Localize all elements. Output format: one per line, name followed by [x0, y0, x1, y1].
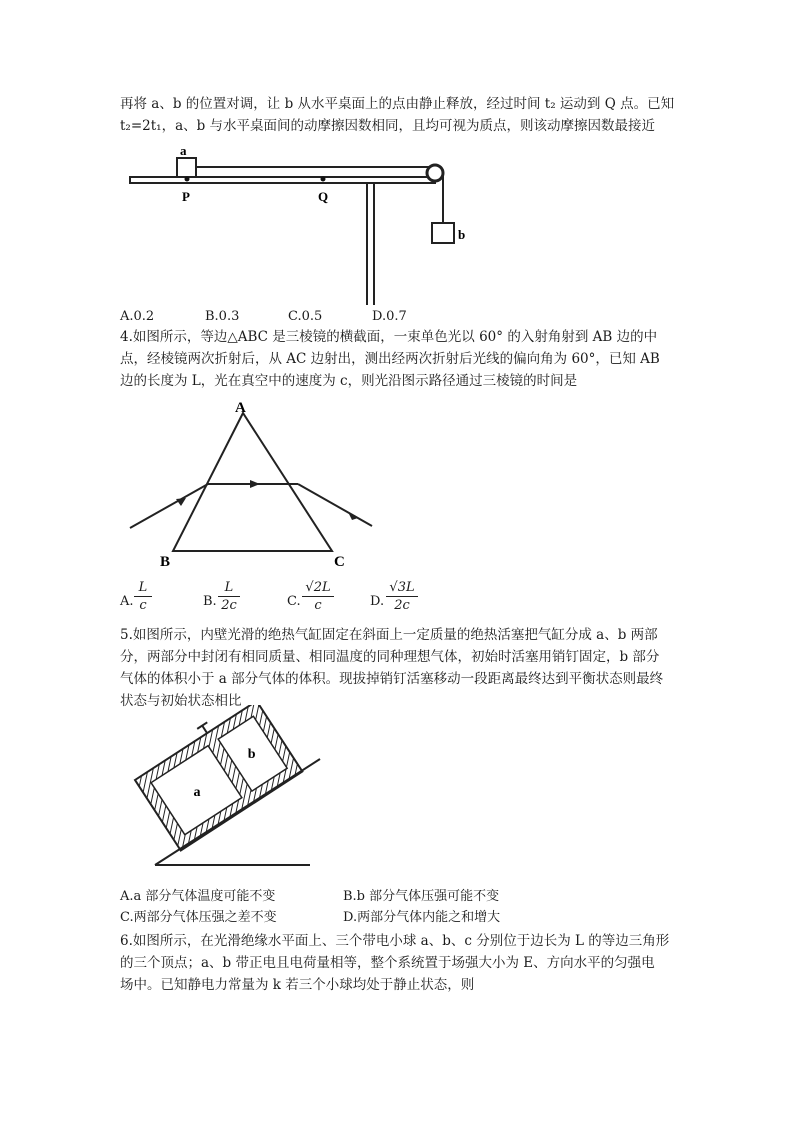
q3-label-b: b	[458, 227, 466, 242]
q4-label-a: A	[235, 400, 246, 416]
q4-option-c-numerator: √2L	[305, 580, 331, 595]
q4-option-d-letter: D.	[370, 594, 385, 609]
q4-text-line-3: 边的长度为 L，光在真空中的速度为 c，则光沿图示路径通过三棱镜的时间是	[120, 373, 578, 389]
q4-option-a-fraction	[134, 580, 152, 613]
q3-label-q: Q	[318, 189, 329, 204]
q4-option-b-numerator: L	[224, 580, 234, 595]
q4-option-d-fraction	[386, 580, 418, 613]
q3-table-pulley-figure	[120, 145, 480, 307]
q5-option-d: D.两部分气体内能之和增大	[343, 910, 501, 925]
q4-option-c-denominator: c	[314, 598, 322, 613]
q4-option-a-numerator: L	[138, 580, 148, 595]
q5-text-line-4: 状态与初始状态相比	[120, 693, 242, 709]
q3-option-c: C.0.5	[288, 309, 323, 324]
q4-option-c-fraction	[302, 580, 334, 613]
q5-text-line-3: 气体的体积小于 a 部分气体的体积。现拔掉销钉活塞移动一段距离最终达到平衡状态则最终	[120, 671, 664, 687]
q5-label-b: b	[247, 747, 256, 763]
q4-option-a-denominator: c	[139, 598, 147, 613]
q6-text-line-3: 场中。已知静电力常量为 k 若三个小球均处于静止状态，则	[120, 977, 475, 993]
q4-text-line-2: 点，经棱镜两次折射后，从 AC 边射出，测出经两次折射后光线的偏向角为 60°，已知 AB	[120, 351, 660, 367]
q5-text-line-1: 5.如图所示，内壁光滑的绝热气缸固定在斜面上一定质量的绝热活塞把气缸分成 a、b 两部	[120, 627, 658, 643]
q3-label-p: P	[182, 189, 190, 204]
q4-text-line-1: 4.如图所示，等边△ABC 是三棱镜的横截面，一束单色光以 60° 的入射角射到 AB 边的中	[120, 329, 658, 345]
q5-option-a: A.a 部分气体温度可能不变	[120, 889, 276, 904]
q3-option-b: B.0.3	[205, 309, 240, 324]
q4-option-b-fraction	[218, 580, 240, 613]
q3-option-d: D.0.7	[372, 309, 407, 324]
q5-label-a: a	[193, 784, 201, 800]
q4-label-b: B	[160, 554, 171, 570]
q5-option-c: C.两部分气体压强之差不变	[120, 910, 277, 925]
q3-text-line-1: 再将 a、b 的位置对调，让 b 从水平桌面上的点由静止释放，经过时间 t₂ 运动到 Q 点。已知	[120, 96, 675, 112]
q5-option-b: B.b 部分气体压强可能不变	[343, 889, 500, 904]
q3-label-a: a	[180, 145, 187, 158]
q3-option-a: A.0.2	[120, 309, 155, 324]
q4-prism-figure	[120, 398, 390, 573]
q4-option-d-numerator: √3L	[389, 580, 415, 595]
q4-option-b-letter: B.	[203, 594, 217, 609]
q6-text-line-2: 的三个顶点；a、b 带正电且电荷量相等，整个系统置于场强大小为 E、方向水平的匀强电	[120, 955, 655, 971]
q4-option-c-letter: C.	[287, 594, 301, 609]
q4-label-c: C	[334, 554, 345, 570]
q4-option-d-denominator: 2c	[394, 598, 410, 613]
q6-text-line-1: 6.如图所示，在光滑绝缘水平面上、三个带电小球 a、b、c 分别位于边长为 L 的等边三角形	[120, 933, 670, 949]
q5-cylinder-incline-figure	[125, 705, 330, 875]
q3-text-line-2: t₂=2t₁，a、b 与水平桌面间的动摩擦因数相同，且均可视为质点，则该动摩擦因数最接近	[120, 118, 656, 134]
q5-text-line-2: 分，两部分中封闭有相同质量、相同温度的同种理想气体，初始时活塞用销钉固定，b 部分	[120, 649, 660, 665]
q4-option-a-letter: A.	[120, 594, 134, 609]
q4-option-b-denominator: 2c	[221, 598, 237, 613]
